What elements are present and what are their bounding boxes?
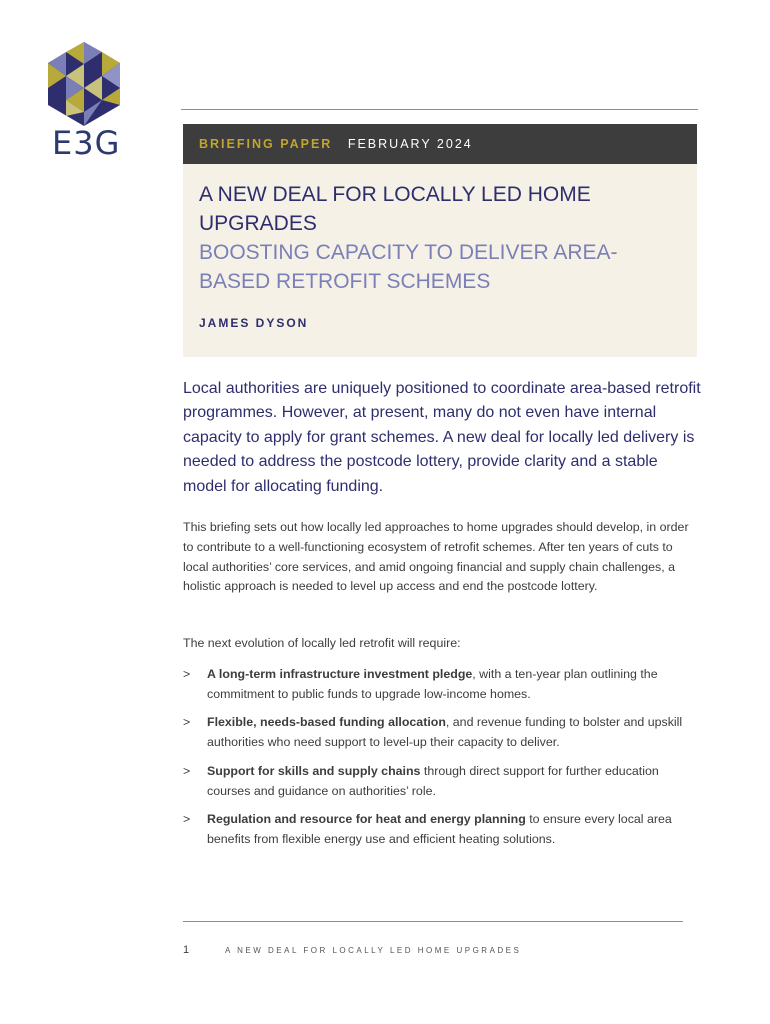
intro-paragraph: This briefing sets out how locally led approaches to home upgrades should develop, in order to contribute to a well-functioning ecosystem of retrofit schemes. After ten years of cuts to local authorities’ core services, and amid ongoing financial and supply chain challenges, a holistic approach is needed to level up access and end the postcode lottery. — [183, 520, 689, 594]
list-item-text: to ensure every local area benefits from flexible energy use and efficient heating solutions. — [207, 812, 672, 846]
doc-date: FEBRUARY 2024 — [347, 137, 473, 151]
list-item-bold: Regulation and resource for heat and energy planning — [207, 812, 526, 826]
list-item-bold: Support for skills and supply chains — [207, 764, 421, 778]
doc-type-label: BRIEFING PAPER — [199, 137, 333, 151]
bullet-marker: > — [183, 764, 191, 778]
page-number: 1 — [183, 944, 190, 956]
list-item-bold: A long-term infrastructure investment pledge — [207, 667, 473, 681]
page-subtitle: BOOSTING CAPACITY TO DELIVER AREA-BASED RETROFIT SCHEMES — [199, 241, 618, 293]
bullet-marker: > — [183, 715, 191, 729]
list-item — [183, 762, 703, 802]
list-item-text: , and revenue funding to bolster and upskill authorities who need support to level-up their capacity to deliver. — [207, 715, 683, 749]
bullet-marker: > — [183, 667, 191, 681]
page-title: A NEW DEAL FOR LOCALLY LED HOME UPGRADES — [199, 183, 591, 235]
running-footer-title: A NEW DEAL FOR LOCALLY LED HOME UPGRADES — [225, 946, 522, 955]
header-bar — [183, 124, 697, 164]
author-name: JAMES DYSON — [199, 316, 309, 330]
bottom-divider — [183, 921, 683, 922]
list-item — [183, 810, 703, 850]
list-item — [183, 665, 703, 705]
list-item-text: through direct support for further education courses and guidance on authorities’ role. — [207, 764, 659, 798]
list-item-text: , with a ten-year plan outlining the commitment to public funds to upgrade low-income homes. — [207, 667, 658, 701]
lead-paragraph: Local authorities are uniquely positioned to coordinate area-based retrofit programmes. However, at present, many do not even have internal capacity to apply for grant schemes. A new deal for locally led delivery is needed to address the postcode lottery, provide clarity and a stable model for allocating funding. — [183, 380, 701, 495]
list-item — [183, 713, 703, 753]
title-box — [183, 164, 697, 357]
bullet-marker: > — [183, 812, 191, 826]
brand-name: E3G — [52, 124, 121, 162]
list-item-bold: Flexible, needs-based funding allocation — [207, 715, 446, 729]
top-divider — [181, 109, 698, 110]
requirements-heading: The next evolution of locally led retrofit will require: — [183, 636, 461, 650]
